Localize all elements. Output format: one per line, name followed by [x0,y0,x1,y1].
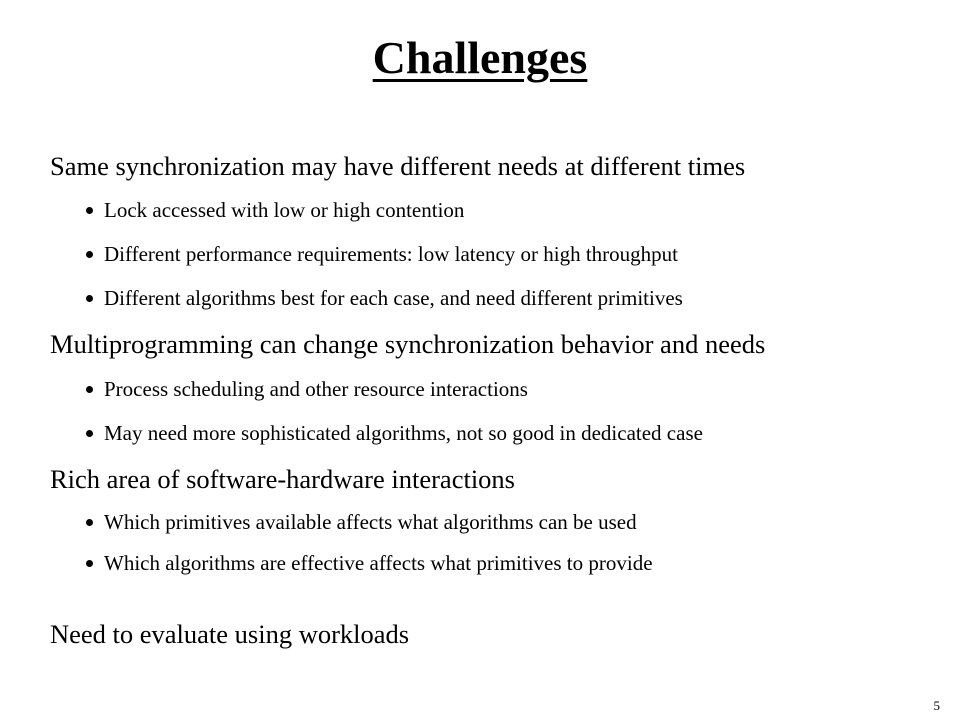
bullet-icon [86,207,93,214]
section-heading: Rich area of software-hardware interactions [50,464,515,494]
bullet-icon [86,430,93,437]
bullet-text: Different algorithms best for each case, and need different primitives [104,286,683,310]
section-heading: Need to evaluate using workloads [50,619,410,649]
slide-title: Challenges [372,32,588,83]
bullet-text: Different performance requirements: low latency or high throughput [104,242,679,266]
bullet-icon [86,251,93,258]
bullet-text: Lock accessed with low or high contention [104,198,465,222]
bullet-icon [86,519,93,526]
bullet-icon [86,560,93,567]
bullet-text: Process scheduling and other resource interactions [104,377,528,401]
page-number: 5 [933,698,940,713]
section-heading: Multiprogramming can change synchronization behavior and needs [50,329,766,359]
bullet-text: Which algorithms are effective affects what primitives to provide [104,551,653,575]
bullet-text: May need more sophisticated algorithms, not so good in dedicated case [104,421,703,445]
bullet-icon [86,386,93,393]
bullet-text: Which primitives available affects what algorithms can be used [104,510,637,534]
section-heading: Same synchronization may have different needs at different times [50,151,746,181]
bullet-icon [86,295,93,302]
